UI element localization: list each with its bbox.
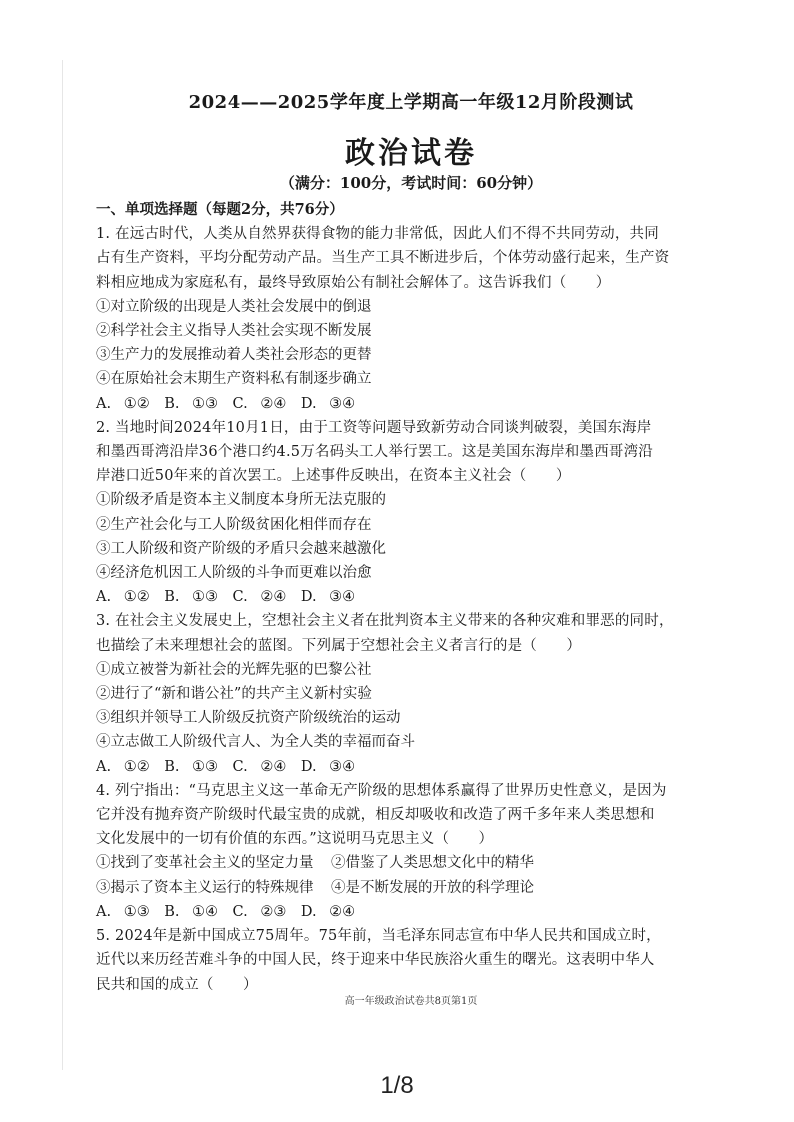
- exam-header-title: 2024——2025学年度上学期高一年级12月阶段测试: [188, 92, 634, 113]
- question-5-stem-line: 近代以来历经苦难斗争的中国人民，终于迎来中华民族浴火重生的曙光。这表明中华人: [96, 952, 655, 969]
- question-4-option: ②借鉴了人类思想文化中的精华: [331, 855, 534, 872]
- question-5-stem-line: 民共和国的成立（ ）: [96, 976, 258, 993]
- question-4-stem-line: 4. 列宁指出：“马克思主义这一革命无产阶级的思想体系赢得了世界历史性意义，是因为: [96, 782, 667, 799]
- scan-edge: [62, 60, 63, 1070]
- question-2-option: ③工人阶级和资产阶级的矛盾只会越来越激化: [96, 540, 386, 557]
- question-4-option: ①找到了变革社会主义的坚定力量: [96, 855, 314, 872]
- question-4-option-row: [96, 851, 736, 875]
- exam-sheet: [66, 70, 756, 1070]
- question-1-stem-line: 料相应地成为家庭私有，最终导致原始公有制社会解体了。这告诉我们（ ）: [96, 274, 611, 291]
- exam-info: （满分：100分，考试时间：60分钟）: [279, 174, 543, 192]
- question-2-option: ①阶级矛盾是资本主义制度本身所无法克服的: [96, 492, 386, 509]
- question-3-option: ②进行了“新和谐公社”的共产主义新村实验: [96, 686, 372, 703]
- question-1-option: ②科学社会主义指导人类社会实现不断发展: [96, 323, 372, 340]
- question-4-option-row: [96, 876, 736, 900]
- question-2-option: ④经济危机因工人阶级的斗争而更难以治愈: [96, 565, 372, 582]
- question-5-stem-line: 5. 2024年是新中国成立75周年。75年前，当毛泽东同志宣布中华人民共和国成立时，: [96, 928, 661, 945]
- question-content: [96, 198, 736, 997]
- section-heading: 一、单项选择题（每题2分，共76分）: [96, 201, 344, 218]
- question-3-option: ③组织并领导工人阶级反抗资产阶级统治的运动: [96, 710, 401, 727]
- question-3-option: ④立志做工人阶级代言人、为全人类的幸福而奋斗: [96, 734, 415, 751]
- question-3-choices: A. ①② B. ①③ C. ②④ D. ③④: [96, 758, 356, 775]
- question-2-option: ②生产社会化与工人阶级贫困化相伴而存在: [96, 516, 372, 533]
- question-4-option: ④是不断发展的开放的科学理论: [331, 879, 534, 896]
- question-1-stem-line: 1. 在远古时代，人类从自然界获得食物的能力非常低，因此人们不得不共同劳动，共同: [96, 226, 659, 243]
- question-2-stem-line: 2. 当地时间2024年10月1日，由于工资等问题导致新劳动合同谈判破裂，美国东海岸: [96, 419, 652, 436]
- question-1-option: ④在原始社会末期生产资料私有制逐步确立: [96, 371, 372, 388]
- subject-title: 政治试卷: [345, 136, 477, 171]
- question-3-stem-line: 3. 在社会主义发展史上，空想社会主义者在批判资本主义带来的各种灾难和罪恶的同时，: [96, 613, 674, 630]
- question-4-stem-line: 文化发展中的一切有价值的东西。”这说明马克思主义（ ）: [96, 831, 494, 848]
- page-footer: 高一年级政治试卷共8页第1页: [344, 996, 478, 1007]
- page-indicator: 1/8: [380, 1072, 414, 1099]
- question-1-choices: A. ①② B. ①③ C. ②④ D. ③④: [96, 395, 356, 412]
- question-4-choices: A. ①③ B. ①④ C. ②③ D. ②④: [96, 903, 356, 920]
- question-2-stem-line: 和墨西哥湾沿岸36个港口约4.5万名码头工人举行罢工。这是美国东海岸和墨西哥湾沿: [96, 444, 654, 461]
- question-4-option: ③揭示了资本主义运行的特殊规律: [96, 879, 314, 896]
- question-1-option: ③生产力的发展推动着人类社会形态的更替: [96, 347, 372, 364]
- question-1-option: ①对立阶级的出现是人类社会发展中的倒退: [96, 298, 372, 315]
- question-2-choices: A. ①② B. ①③ C. ②④ D. ③④: [96, 589, 356, 606]
- question-3-stem-line: 也描绘了未来理想社会的蓝图。下列属于空想社会主义者言行的是（ ）: [96, 637, 582, 654]
- question-3-option: ①成立被誉为新社会的光辉先驱的巴黎公社: [96, 661, 372, 678]
- question-1-stem-line: 占有生产资料，平均分配劳动产品。当生产工具不断进步后，个体劳动盛行起来，生产资: [96, 250, 670, 267]
- question-4-stem-line: 它并没有抛弃资产阶级时代最宝贵的成就，相反却吸收和改造了两千多年来人类思想和: [96, 807, 655, 824]
- question-2-stem-line: 岸港口近50年来的首次罢工。上述事件反映出，在资本主义社会（ ）: [96, 468, 571, 485]
